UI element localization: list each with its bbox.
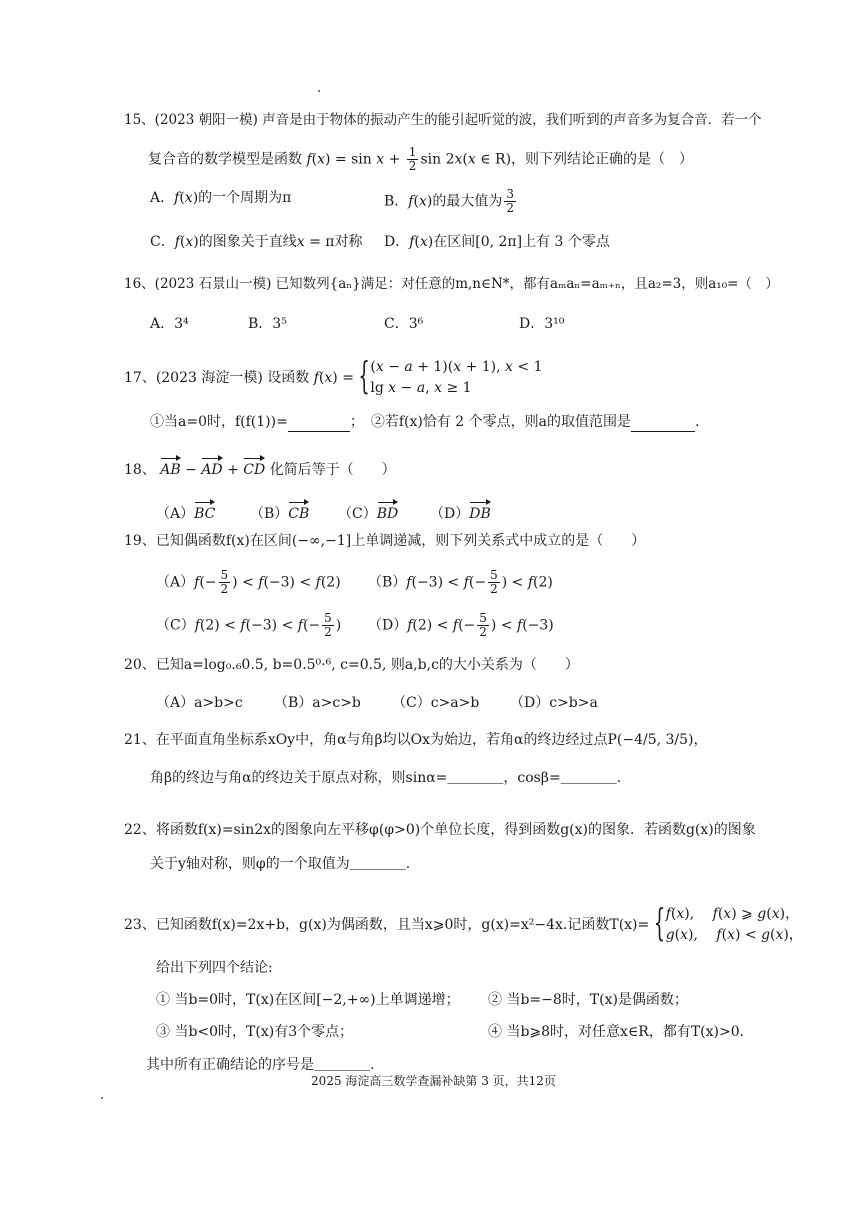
- q18-option-c: （C）BD: [338, 500, 398, 524]
- q18-option-a: （A）BC: [156, 500, 215, 524]
- scan-speck: [318, 90, 320, 92]
- q16-stem: 16、(2023 石景山一模) 已知数列{aₙ}满足：对任意的m,n∈N*，都有aₘaₙ=aₘ₊ₙ，且a₂=3，则a₁₀=（ ）: [124, 276, 779, 292]
- q23-conclusion-3: ③ 当b<0时，T(x)有3个零点；: [156, 1024, 354, 1040]
- q18-option-d: （D）DB: [430, 500, 491, 524]
- q20-option-b: （B）a>c>b: [274, 695, 361, 711]
- q22-line1: 22、将函数f(x)=sin2x的图象向左平移φ(φ>0)个单位长度，得到函数g(x)的图象．若函数g(x)的图象: [124, 822, 756, 838]
- q19-option-b: （B）f(−3) < f(− $\frac{5}{2}$ ) < f(2): [368, 568, 553, 596]
- q15-option-a: A．f(x)的一个周期为π: [150, 190, 292, 206]
- q23-given: 给出下列四个结论:: [156, 960, 273, 976]
- q22-line2: 关于y轴对称，则φ的一个取值为＿＿＿＿.: [150, 856, 411, 872]
- q18-stem: 18、 AB − AD + CD 化简后等于（ ）: [124, 456, 396, 480]
- q15-option-c: C．f(x)的图象关于直线x = π对称: [150, 234, 363, 250]
- q15-option-b: B．f(x)的最大值为 $\frac{3}{2}$: [384, 187, 514, 215]
- q15-option-d: D．f(x)在区间[0, 2π]上有 3 个零点: [384, 234, 610, 250]
- q19-stem: 19、已知偶函数f(x)在区间(−∞,−1]上单调递减，则下列关系式中成立的是（ ）: [124, 533, 646, 549]
- q19-option-a: （A）f(− $\frac{5}{2}$ ) < f(−3) < f(2): [156, 568, 341, 596]
- q15-line1: 15、(2023 朝阳一模) 声音是由于物体的振动产生的能引起听觉的波，我们听到的声音多为复合音．若一个: [124, 112, 762, 128]
- q16-option-d: D．3¹⁰: [519, 316, 565, 332]
- q19-option-d: （D）f(2) < f(− $\frac{5}{2}$ ) < f(−3): [368, 611, 554, 639]
- q23-answer-prompt: 其中所有正确结论的序号是＿＿＿＿.: [146, 1057, 375, 1073]
- q16-option-c: C．3⁶: [384, 316, 424, 332]
- page-footer: 2025 海淀高三数学查漏补缺第 3 页，共12页: [311, 1074, 556, 1088]
- q17-subquestions: ①当a=0时，f(f(1))= ； ②若f(x)恰有 2 个零点，则a的取值范围是 .: [150, 414, 700, 430]
- q16-option-a: A．3⁴: [150, 316, 189, 332]
- q19-option-c: （C）f(2) < f(−3) < f(− $\frac{5}{2}$ ): [156, 611, 342, 639]
- q21-line2: 角β的终边与角α的终边关于原点对称，则sinα=＿＿＿＿，cosβ=＿＿＿＿.: [150, 770, 622, 786]
- scan-speck: [101, 1097, 103, 1099]
- q23-conclusion-2: ② 当b=−8时，T(x)是偶函数；: [488, 992, 688, 1008]
- q21-line1: 21、在平面直角坐标系xOy中，角α与角β均以Ox为始边，若角α的终边经过点P(−4/5, 3/5)，: [124, 732, 708, 748]
- q20-option-a: （A）a>b>c: [156, 695, 243, 711]
- q15-line2: 复合音的数学模型是函数 f(x) = sin x + $\frac{1}{2}$ sin 2x(x ∈ R)，则下列结论正确的是（ ）: [148, 145, 694, 173]
- q23-conclusion-1: ① 当b=0时，T(x)在区间[−2,+∞)上单调递增；: [156, 992, 460, 1008]
- q20-option-c: （C）c>a>b: [392, 695, 480, 711]
- q23-stem: 23、已知函数f(x)=2x+b，g(x)为偶函数，且当x⩾0时，g(x)=x²−4x.记函数T(x)= { f(x), f(x) ⩾ g(x)， g(x), f(x) < g(x)，: [124, 904, 803, 946]
- q20-option-d: （D）c>b>a: [510, 695, 598, 711]
- q20-stem: 20、已知a=log₀.₆0.5, b=0.5⁰·⁶, c=0.5, 则a,b,c的大小关系为（ ）: [124, 657, 579, 673]
- q18-option-b: （B）CB: [250, 500, 309, 524]
- q23-conclusion-4: ④ 当b⩾8时，对任意x∈R，都有T(x)>0．: [488, 1024, 754, 1040]
- q16-option-b: B．3⁵: [248, 316, 287, 332]
- q17-stem: 17、(2023 海淀一模) 设函数 f(x) = { (x − a + 1)(x + 1), x < 1 lg x − a, x ≥ 1: [124, 357, 543, 399]
